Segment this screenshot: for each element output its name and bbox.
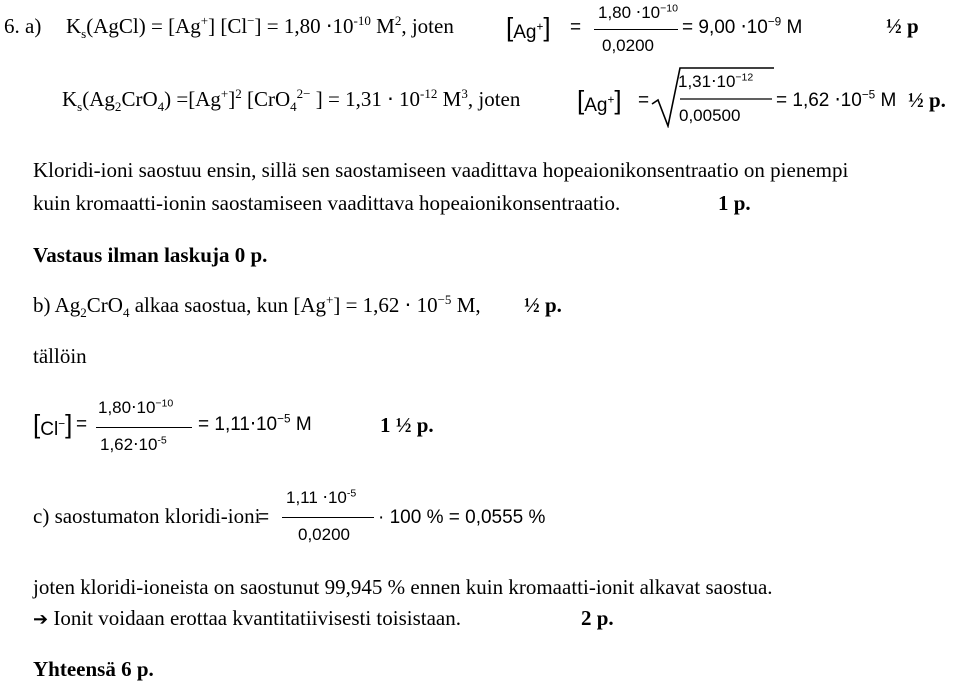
equals-sign-c: =: [258, 507, 270, 528]
ks-agcl-expression: $K_s(AgCl) = [Ag^+] [Cl^-] = 1,80 \cdot 10^{-10}$ $M^2$, joten: [66, 13, 454, 42]
separation-text: Ionit voidaan erottaa kvantitatiivisesti toisistaan.: [53, 606, 461, 630]
fraction-bar-1: [594, 29, 678, 30]
fraction-numerator-2: $1,31\cdot 10^{-12}$: [678, 71, 754, 91]
points-b2: 1 ½ p.: [380, 413, 434, 437]
explanation-line-2: kuin kromaatti-ionin saostamiseen vaadittava hopeaionikonsentraatio.: [33, 191, 621, 215]
points-1: ½ p: [886, 14, 919, 38]
equals-sign: =: [570, 17, 582, 38]
separation-statement: [33, 608, 461, 629]
result-1: = $9,00 \cdot 10^{-9}$ M: [682, 15, 803, 38]
arrow-right-icon: ➔: [33, 609, 49, 629]
then-label: tällöin: [33, 344, 87, 368]
result-2: = $1,62 \cdot 10^{-5}$ M: [776, 88, 897, 111]
question-number: 6. a): [4, 14, 42, 38]
fraction-denominator-2: 0,00500: [679, 106, 741, 125]
total-points: Yhteensä 6 p.: [33, 657, 154, 681]
explanation-line-1: Kloridi-ioni saostuu ensin, sillä sen saostamiseen vaadittava hopeaionikonsentraatio on pienempi: [33, 158, 849, 182]
fraction-numerator-b: $1,80\cdot 10^{-10}$: [98, 397, 174, 417]
conclusion-line: joten kloridi-ioneista on saostunut 99,945 % ennen kuin kromaatti-ionit alkavat saostua.: [33, 575, 773, 599]
equals-sign-b: =: [76, 414, 88, 435]
no-calculation-note: Vastaus ilman laskuja 0 p.: [33, 243, 268, 267]
equals-sign-2: =: [638, 90, 650, 111]
fraction-denominator-b: $1,62\cdot 10^{-5}$: [100, 434, 167, 454]
fraction-numerator-1: $1,80 \cdot 10^{-10}$: [598, 2, 678, 22]
fraction-bar-c: [282, 517, 374, 518]
ag-concentration-label: [Ag+]: [506, 12, 551, 43]
part-c-label: c) saostumaton kloridi-ioni: [33, 504, 261, 528]
points-c: 2 p.: [581, 606, 614, 630]
points-explanation: 1 p.: [718, 191, 751, 215]
fraction-denominator-c: 0,0200: [298, 525, 350, 544]
points-2: ½ p.: [908, 88, 946, 112]
ag-concentration-label-2: [Ag+]: [577, 85, 622, 116]
cl-concentration-label: [Cl−]: [33, 409, 73, 440]
ks-ag2cro4-expression: $K_s(Ag_2CrO_4) =[Ag^+]^2$ [CrO$_4^{2-}$ ] = $1,31 \cdot 10^{-12}$ $M^3$, joten: [62, 86, 521, 115]
fraction-denominator-1: 0,0200: [602, 36, 654, 55]
part-b-statement: b) $Ag_2CrO_4$ alkaa saostua, kun $[Ag^+] = 1,62 \cdot 10^{-5}$ M,: [33, 292, 481, 321]
fraction-numerator-c: $1,11 \cdot 10^{-5}$: [286, 487, 357, 507]
result-b: = $1,11\cdot 10^{-5}$ M: [198, 412, 312, 435]
fraction-bar-b: [96, 427, 192, 428]
points-b1: ½ p.: [524, 293, 562, 317]
result-c: · 100 % = 0,0555 %: [378, 507, 546, 528]
